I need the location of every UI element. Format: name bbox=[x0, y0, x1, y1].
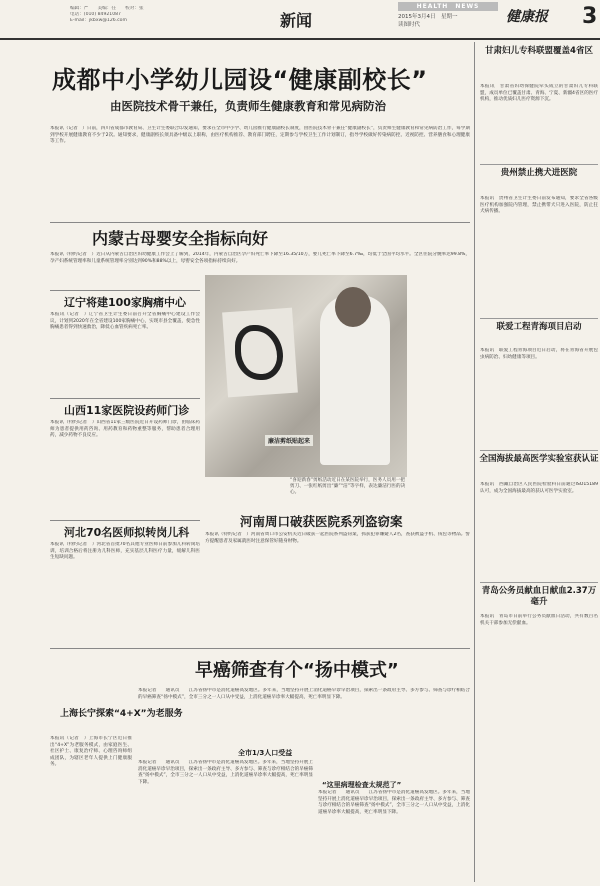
news-photo bbox=[205, 275, 407, 477]
right-headline-tibet: 全国海拔最高医学实验室获认证 bbox=[479, 454, 599, 464]
divider bbox=[50, 648, 470, 649]
article-headline-neimenggu: 内蒙古母婴安全指标向好 bbox=[92, 229, 269, 248]
divider bbox=[480, 164, 598, 165]
phone-line: 电话：(010) 84921087 bbox=[70, 12, 121, 18]
article-body-liaoning: 本报讯（记者 ）辽宁省卫生计生委日前召开全省胸痛中心建设工作会议，计划到2020年在全省建设100家胸痛中心，实现市县全覆盖，使急性胸痛患者得到快速救治，降低心血管疾病死亡率。 bbox=[50, 312, 200, 331]
email-line: E-mail：jkbxw@126.com bbox=[70, 18, 127, 24]
right-body-gansu: 本报讯 甘肃省妇幼保健院牵头成立的甘肃妇儿专科联盟，成员单位已覆盖甘肃、青海、宁夏、新疆4省区的医疗机构，推动优质妇儿医疗资源下沉。 bbox=[480, 84, 598, 103]
right-body-qinghai: 本报讯 联爱工程青海项目近日启动，将在青海省开展包虫病防治、妇幼健康等项目。 bbox=[480, 348, 598, 360]
column-divider bbox=[474, 42, 475, 882]
issue-date: 2015年3月4日 星期一 bbox=[398, 14, 458, 20]
lead-body: 本报讯（记者 ）日前，四川省成都市教育局、卫生计生委联合印发通知，要求在全市中小学、幼儿园推行健康副校长制度，由医院技术骨干兼任“健康副校长”，负责师生健康教育和常见病防治工作，每学期到学校开展健康教育不少于2次。通知要求，健康副校长须具备中级以上职称，由医疗机构推荐、教育部门聘任，定期参与学校卫生工作计划制订，指导学校做好传染病防控、近视防控、营养膳食和心理健康等工作。 bbox=[50, 126, 470, 145]
right-headline-qinghai: 联爱工程青海项目启动 bbox=[496, 322, 582, 332]
section-title: 新闻 bbox=[280, 11, 313, 30]
divider bbox=[50, 520, 200, 521]
right-headline-guizhou: 贵州禁止携犬进医院 bbox=[500, 168, 578, 178]
divider bbox=[480, 318, 598, 319]
masthead-logo: 健康报 bbox=[506, 9, 548, 25]
right-body-guizhou: 本报讯 贵州省卫生计生委日前发布通知，要求全省各级医疗机构加强院内管理，禁止携带犬只进入医院，防止狂犬病传播。 bbox=[480, 196, 598, 215]
divider bbox=[50, 290, 200, 291]
photo-description: “喜迎新春”剪纸活动近日在某医院举行，医务人员用一把剪刀、一张红纸剪出“廉”“洁”等字样，表达廉洁行医的决心。 bbox=[290, 478, 406, 496]
article-headline-shanxi: 山西11家医院设药师门诊 bbox=[64, 404, 190, 417]
health-news-tag: HEALTH NEWS bbox=[398, 2, 498, 11]
editor-info bbox=[70, 6, 200, 25]
lead-subhead: 由医院技术骨干兼任，负责师生健康教育和常见病防治 bbox=[110, 99, 386, 113]
article-body-shanxi: 本报讯（特约记者 ）山西省11家三级医院近日开设药师门诊，由临床药师为患者提供用药咨询、用药教育和药物重整等服务，帮助患者合理用药，减少药物不良反应。 bbox=[50, 420, 200, 439]
person-head bbox=[335, 287, 371, 327]
editor-line: 编辑：严 美编：任 校对：张 bbox=[70, 6, 144, 11]
article-body-yangzhong: 本报记者 通讯员 江苏省扬中市是消化道癌高发地区。多年来，当地坚持开展上消化道癌早诊早治项目，探索出一条政府主导、多方参与、筛查与诊疗相结合的早癌筛查“扬中模式”，全市三分之一人口从中受益，上消化道癌早诊率大幅提高，死亡率明显下降。 bbox=[138, 688, 470, 700]
right-body-qingdao: 本报讯 青岛市日前举行公务员献血日活动，共有数百名机关干部参加无偿献血。 bbox=[480, 614, 598, 626]
article-headline-henan: 河南周口破获医院系列盗窃案 bbox=[240, 514, 403, 529]
page-number: 3 bbox=[582, 4, 598, 29]
article-headline-shanghai: 上海长宁探索“4+X”为老服务 bbox=[60, 709, 183, 719]
article-subtitle-yangzhong: 全市1/3人口受益 bbox=[238, 749, 293, 757]
lead-headline: 成都中小学幼儿园设“健康副校长” bbox=[52, 66, 428, 94]
article-headline-yangzhong: 早癌筛查有个“扬中模式” bbox=[195, 660, 399, 681]
divider bbox=[50, 222, 470, 223]
article-headline-liaoning: 辽宁将建100家胸痛中心 bbox=[64, 296, 186, 309]
divider bbox=[480, 450, 598, 451]
article-quote-yangzhong: “这里病理检查太规范了” bbox=[322, 781, 402, 789]
right-headline-qingdao: 青岛公务员献血日献血2.37万毫升 bbox=[481, 586, 597, 607]
divider bbox=[480, 582, 598, 583]
article-headline-hebei: 河北70名医师拟转岗儿科 bbox=[64, 526, 190, 539]
article-body-yangzhong-cont: 本报记者 通讯员 江苏省扬中市是消化道癌高发地区。多年来，当地坚持开展上消化道癌早诊早治项目，探索出一条政府主导、多方参与、筛查与诊疗相结合的早癌筛查“扬中模式”，全市三分之一人口从中受益，上消化道癌早诊率大幅提高，死亡率明显下降。 bbox=[138, 760, 313, 785]
article-body-neimenggu: 本报讯（特约记者 ）近日从内蒙古自治区妇幼健康工作会上了解到，2014年，内蒙古自治区孕产妇死亡率下降至16.35/10万，婴儿死亡率下降至6.7‰，均低于全国平均水平。全区住院分娩率达99.8%，孕产妇系统管理率和儿童系统管理率分别达到90%和88%以上，母婴安全各项指标持续向好。 bbox=[50, 252, 470, 264]
edition-label: 读图时代 bbox=[398, 22, 421, 28]
article-body-henan: 本报讯（特约记者 ）河南省周口市公安机关近日破获一起医院系列盗窃案，抓获犯罪嫌疑人2名，查获被盗手机、钱包等物品。警方提醒患者及家属就医时注意保管好随身财物。 bbox=[205, 532, 470, 544]
article-body-yangzhong-cont2: 本报记者 通讯员 江苏省扬中市是消化道癌高发地区。多年来，当地坚持开展上消化道癌早诊早治项目，探索出一条政府主导、多方参与、筛查与诊疗相结合的早癌筛查“扬中模式”，全市三分之一人口从中受益，上消化道癌早诊率大幅提高，死亡率明显下降。 bbox=[318, 790, 470, 815]
article-body-shanghai: 本报讯（记者 ）上海市长宁区近日推出“4+X”为老服务模式，由家庭医生、社区护士、康复治疗师、心理咨询师组成团队，为辖区老年人提供上门健康服务。 bbox=[50, 736, 132, 768]
photo-title: 廉洁剪纸贴起来 bbox=[265, 435, 313, 446]
divider bbox=[50, 398, 200, 399]
article-body-hebei: 本报讯（特约记者 ）河北省首批70名其他专业医师日前参加儿科转岗培训，培训合格后将注册为儿科医师，充实基层儿科医疗力量，缓解儿科医生短缺问题。 bbox=[50, 542, 200, 561]
right-body-tibet: 本报讯 西藏自治区人民医院检验科日前通过ISO15189认可，成为全国海拔最高的获认可医学实验室。 bbox=[480, 482, 598, 494]
page-header bbox=[0, 0, 600, 40]
right-headline-gansu: 甘肃妇儿专科联盟覆盖4省区 bbox=[485, 46, 593, 56]
